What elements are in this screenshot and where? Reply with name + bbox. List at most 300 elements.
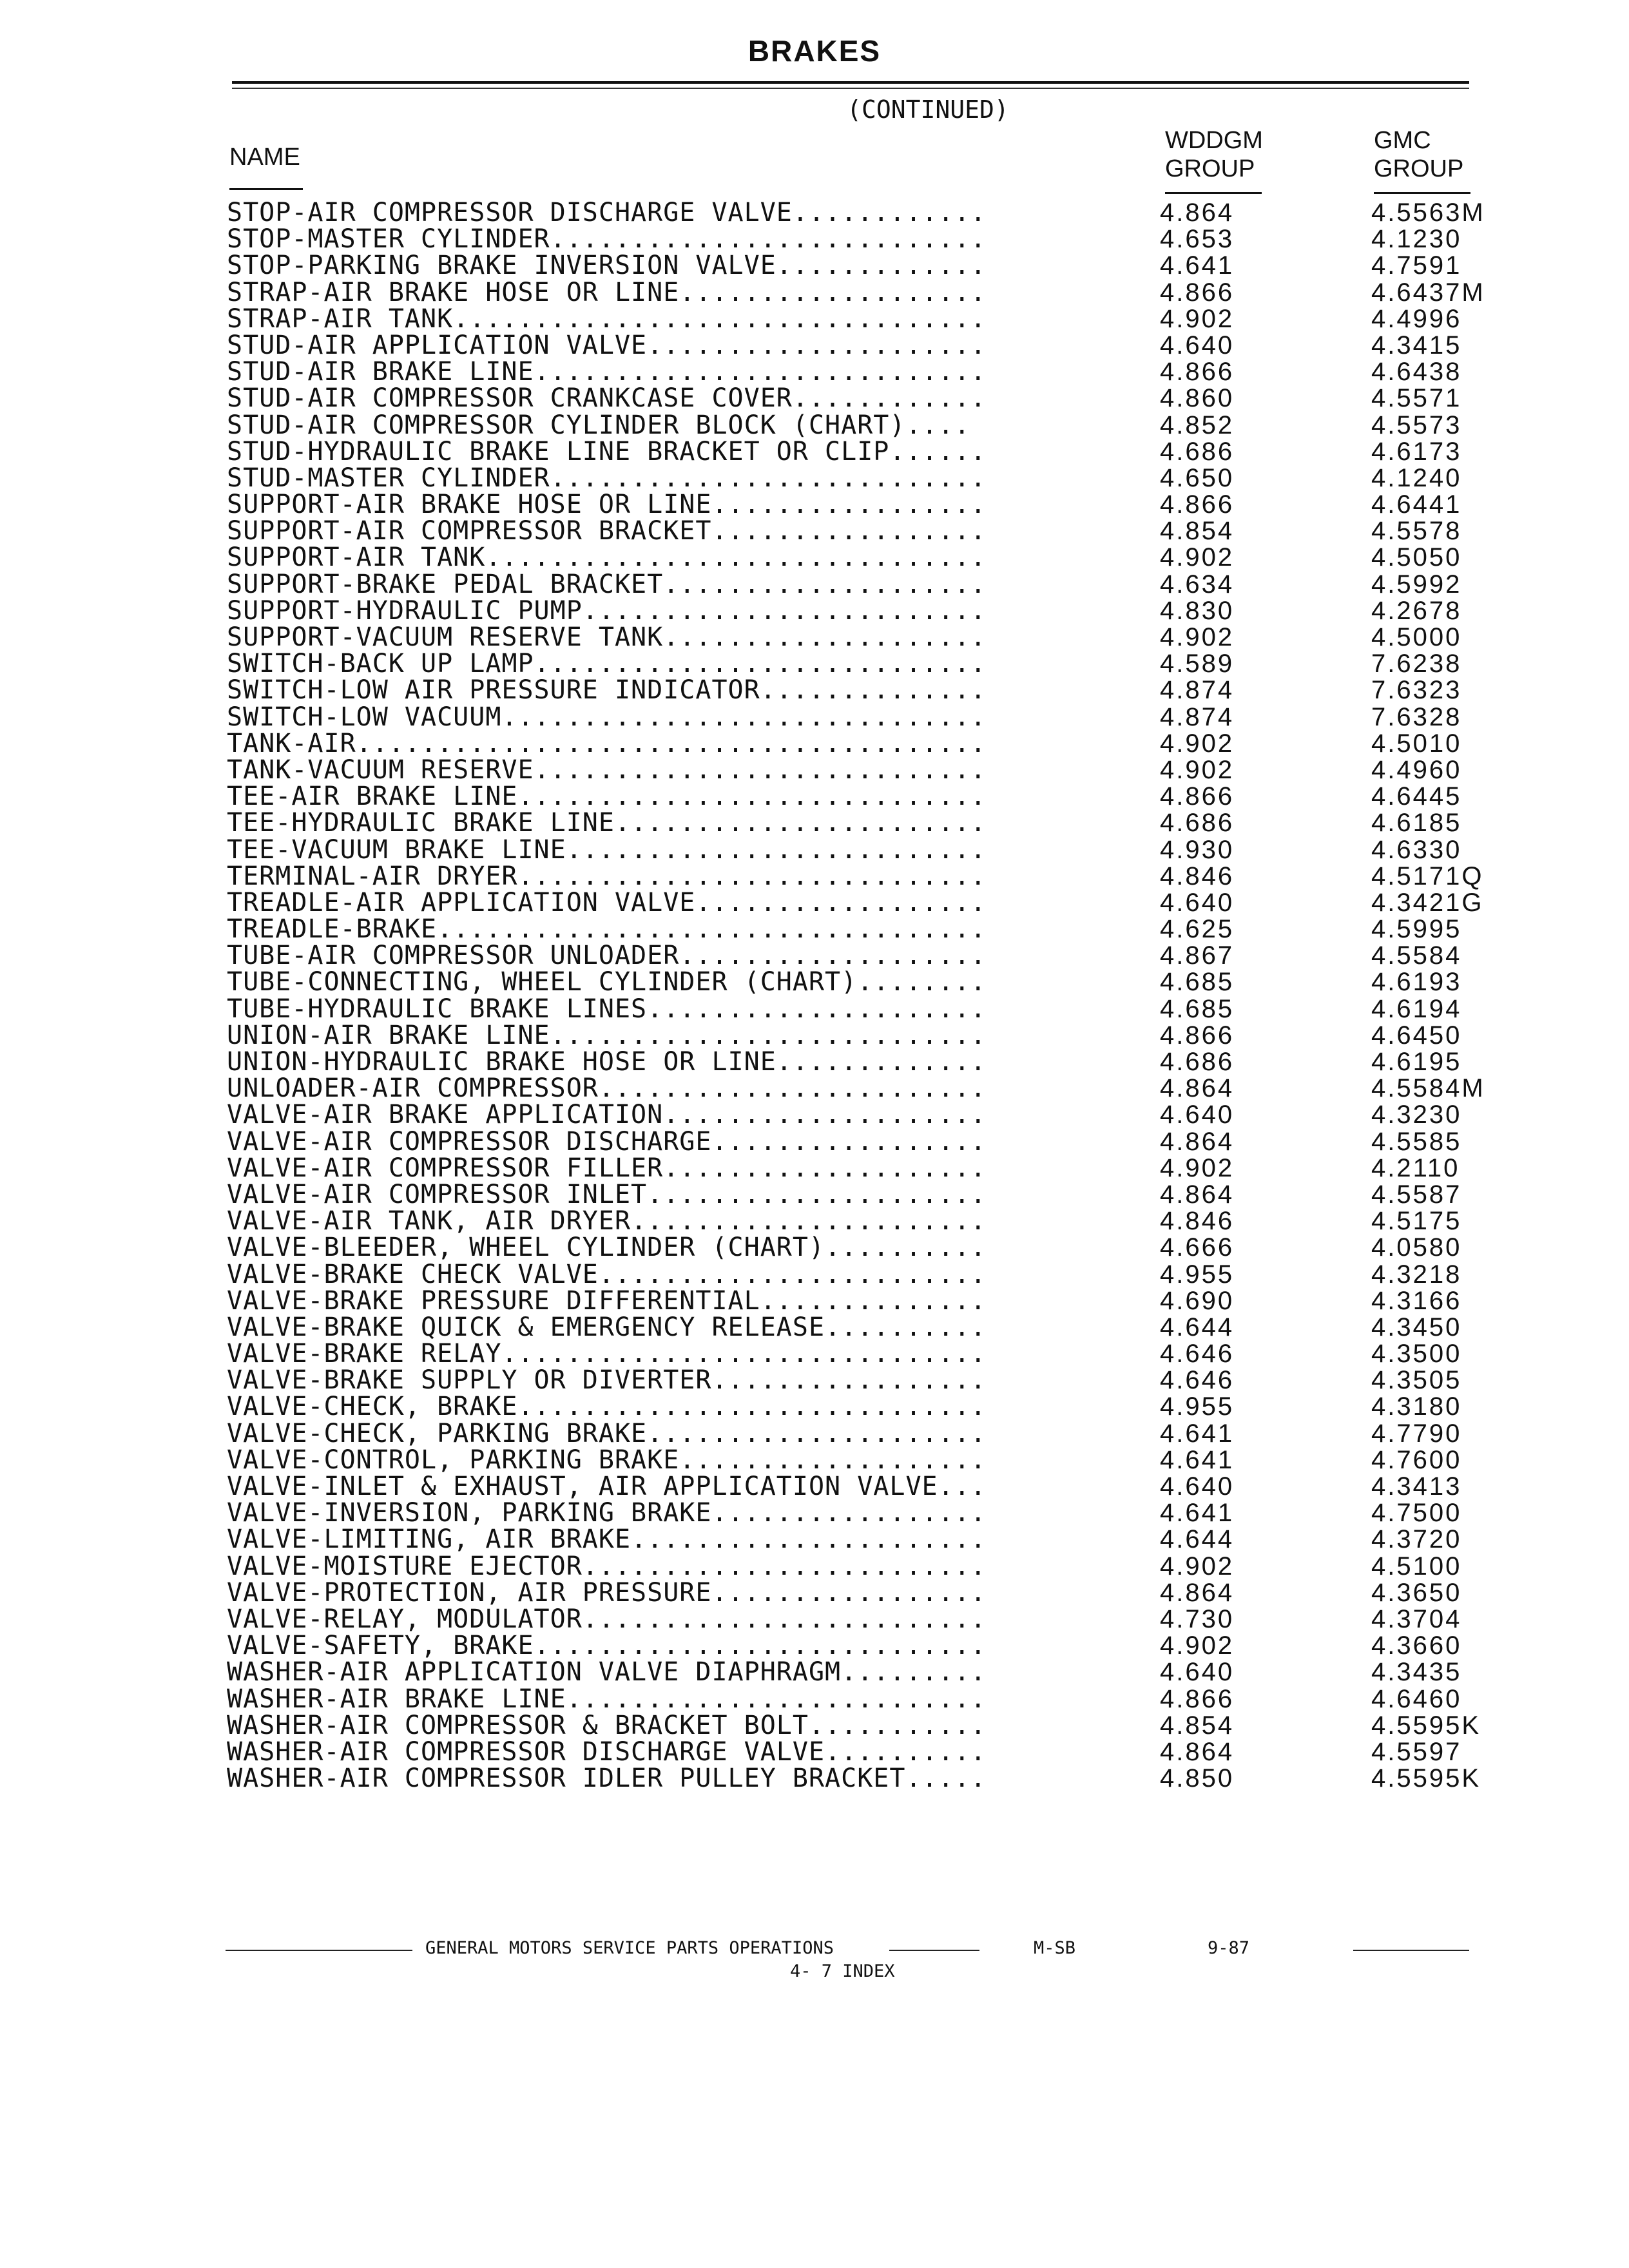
wddgm-group: 4.854 <box>1160 517 1235 546</box>
part-name: STRAP-AIR TANK................................. <box>227 306 1108 332</box>
wddgm-group: 4.641 <box>1160 1499 1235 1528</box>
wddgm-group: 4.646 <box>1160 1366 1235 1395</box>
part-name: STOP-MASTER CYLINDER........................... <box>227 226 1108 253</box>
dot-leader: ........................... <box>550 1022 987 1050</box>
table-row <box>0 1075 1629 1102</box>
table-row <box>0 1182 1629 1208</box>
part-name: SUPPORT-VACUUM RESERVE TANK.................... <box>227 624 1108 651</box>
table-row <box>0 969 1629 995</box>
table-row <box>0 385 1629 412</box>
table-row <box>0 1659 1629 1686</box>
gmc-group: 4.5595K <box>1371 1764 1481 1793</box>
part-name: SUPPORT-AIR BRAKE HOSE OR LINE................. <box>227 492 1108 518</box>
wddgm-group: 4.955 <box>1160 1260 1235 1289</box>
gmc-group: 4.6437M <box>1371 278 1485 307</box>
gmc-group: 4.3500 <box>1371 1340 1462 1369</box>
dot-leader: .............. <box>760 1287 987 1314</box>
wddgm-group: 4.846 <box>1160 861 1235 890</box>
part-name: VALVE-AIR BRAKE APPLICATION.................... <box>227 1102 1108 1128</box>
table-row <box>0 943 1629 969</box>
gmc-group: 4.3704 <box>1371 1604 1462 1633</box>
table-row <box>0 1155 1629 1182</box>
footer-index: 4- 7 INDEX <box>790 1961 895 1981</box>
wddgm-group: 4.902 <box>1160 623 1235 651</box>
part-name: VALVE-BRAKE QUICK & EMERGENCY RELEASE.......... <box>227 1314 1108 1341</box>
part-name: SWITCH-LOW VACUUM.............................. <box>227 704 1108 731</box>
page-title: BRAKES <box>747 34 882 68</box>
gmc-group: 4.6450 <box>1371 1021 1462 1050</box>
wddgm-group: 4.864 <box>1160 1180 1235 1209</box>
gmc-group: 4.5175 <box>1371 1207 1462 1236</box>
dot-leader: ................... <box>679 943 987 970</box>
gmc-group: 4.3218 <box>1371 1260 1462 1289</box>
column-header-wddgm-line1: WDDGM <box>1165 127 1263 154</box>
gmc-group: 4.5010 <box>1371 729 1462 758</box>
wddgm-group: 4.640 <box>1160 1472 1235 1501</box>
dot-leader: ..................... <box>647 332 987 360</box>
dot-leader: ......... <box>841 1659 987 1686</box>
dot-leader: ........................ <box>598 1261 987 1288</box>
table-row <box>0 1713 1629 1739</box>
part-name: VALVE-AIR TANK, AIR DRYER...................... <box>227 1208 1108 1235</box>
wddgm-group: 4.641 <box>1160 251 1235 280</box>
dot-leader: .......... <box>825 1738 987 1766</box>
column-header-gmc-line1: GMC <box>1374 127 1431 154</box>
footer-code: M-SB <box>1034 1938 1076 1958</box>
table-row <box>0 810 1629 836</box>
part-name: WASHER-AIR COMPRESSOR IDLER PULLEY BRACKET..... <box>227 1765 1108 1792</box>
part-name: VALVE-MOISTURE EJECTOR......................... <box>227 1553 1108 1580</box>
table-row <box>0 1686 1629 1713</box>
dot-leader: ...................... <box>631 1526 987 1553</box>
gmc-group: 4.3230 <box>1371 1100 1462 1129</box>
gmc-group: 4.5597 <box>1371 1737 1462 1766</box>
wddgm-group: 4.864 <box>1160 1074 1235 1103</box>
gmc-group: 4.5563M <box>1371 198 1485 227</box>
table-row <box>0 1049 1629 1075</box>
table-row <box>0 1553 1629 1580</box>
wddgm-group: 4.955 <box>1160 1392 1235 1421</box>
part-name: VALVE-AIR COMPRESSOR FILLER.................... <box>227 1155 1108 1182</box>
gmc-group: 4.4996 <box>1371 304 1462 333</box>
table-row <box>0 1235 1629 1261</box>
dot-leader: ..................... <box>647 995 987 1023</box>
table-row <box>0 598 1629 624</box>
part-name: SWITCH-LOW AIR PRESSURE INDICATOR.............. <box>227 677 1108 704</box>
part-name: VALVE-AIR COMPRESSOR INLET..................... <box>227 1182 1108 1208</box>
gmc-group: 4.5171Q <box>1371 861 1484 890</box>
header-rule <box>232 81 1469 84</box>
dot-leader: .................................. <box>437 916 987 943</box>
table-row <box>0 253 1629 279</box>
parts-index-table <box>0 200 1629 1792</box>
wddgm-group: 4.902 <box>1160 729 1235 758</box>
gmc-group: 4.7500 <box>1371 1499 1462 1528</box>
wddgm-group: 4.866 <box>1160 1684 1235 1713</box>
gmc-group: 4.3413 <box>1371 1472 1462 1501</box>
part-name: STRAP-AIR BRAKE HOSE OR LINE................... <box>227 280 1108 306</box>
table-row <box>0 332 1629 359</box>
dot-leader: ........................ <box>598 1075 987 1102</box>
column-header-wddgm <box>1165 126 1263 183</box>
wddgm-group: 4.902 <box>1160 1631 1235 1660</box>
gmc-group: 4.6173 <box>1371 437 1462 466</box>
dot-leader: ........................... <box>550 465 987 492</box>
part-name: VALVE-RELAY, MODULATOR......................... <box>227 1606 1108 1633</box>
wddgm-group: 4.866 <box>1160 782 1235 811</box>
table-row <box>0 731 1629 757</box>
wddgm-group: 4.902 <box>1160 1552 1235 1581</box>
part-name: TUBE-CONNECTING, WHEEL CYLINDER (CHART)........ <box>227 969 1108 995</box>
wddgm-group: 4.650 <box>1160 463 1235 492</box>
dot-leader: ........................... <box>550 226 987 253</box>
dot-leader: .................... <box>663 624 987 651</box>
dot-leader: ............. <box>776 1049 987 1076</box>
wddgm-group: 4.902 <box>1160 1153 1235 1182</box>
gmc-group: 4.5573 <box>1371 410 1462 439</box>
gmc-group: 4.3180 <box>1371 1392 1462 1421</box>
part-name: STUD-AIR COMPRESSOR CRANKCASE COVER............ <box>227 385 1108 412</box>
wddgm-group: 4.666 <box>1160 1233 1235 1262</box>
gmc-group: 4.7790 <box>1371 1419 1462 1448</box>
table-row <box>0 757 1629 783</box>
wddgm-group: 4.902 <box>1160 304 1235 333</box>
table-row <box>0 704 1629 731</box>
dot-leader: ............................. <box>517 1394 987 1421</box>
dot-leader: ............................ <box>534 359 987 386</box>
gmc-group: 4.5595K <box>1371 1711 1481 1740</box>
gmc-group: 4.0580 <box>1371 1233 1462 1262</box>
gmc-group: 4.1230 <box>1371 225 1462 254</box>
table-row <box>0 465 1629 492</box>
dot-leader: ............................ <box>534 756 987 784</box>
table-row <box>0 1474 1629 1500</box>
wddgm-group: 4.830 <box>1160 596 1235 625</box>
wddgm-group: 4.641 <box>1160 1445 1235 1474</box>
table-row <box>0 1208 1629 1235</box>
footer-organization: GENERAL MOTORS SERVICE PARTS OPERATIONS <box>425 1938 834 1958</box>
dot-leader: ................................. <box>453 305 987 332</box>
dot-leader: ...... <box>889 438 987 465</box>
dot-leader: .......... <box>825 1235 987 1262</box>
dot-leader: .............. <box>760 677 987 704</box>
table-row <box>0 439 1629 465</box>
part-name: UNION-HYDRAULIC BRAKE HOSE OR LINE............. <box>227 1049 1108 1075</box>
part-name: VALVE-CHECK, BRAKE............................. <box>227 1394 1108 1420</box>
table-row <box>0 200 1629 226</box>
gmc-group: 4.5050 <box>1371 543 1462 572</box>
part-name: STUD-AIR COMPRESSOR CYLINDER BLOCK (CHART).... <box>227 412 1108 439</box>
gmc-group: 4.7591 <box>1371 251 1462 280</box>
dot-leader: .................... <box>663 1155 987 1182</box>
dot-leader: ......................... <box>582 597 987 625</box>
table-row <box>0 1288 1629 1314</box>
gmc-group: 4.5992 <box>1371 570 1462 599</box>
table-row <box>0 1633 1629 1659</box>
table-row <box>0 1421 1629 1447</box>
wddgm-group: 4.686 <box>1160 809 1235 838</box>
dot-leader: .......................... <box>566 836 987 863</box>
wddgm-group: 4.846 <box>1160 1207 1235 1236</box>
wddgm-group: 4.644 <box>1160 1525 1235 1554</box>
wddgm-group: 4.634 <box>1160 570 1235 599</box>
gmc-group: 4.3720 <box>1371 1525 1462 1554</box>
gmc-group: 7.6328 <box>1371 702 1462 731</box>
dot-leader: ............................ <box>534 1633 987 1660</box>
part-name: UNION-AIR BRAKE LINE........................... <box>227 1023 1108 1049</box>
table-row <box>0 783 1629 810</box>
column-underline-gmc <box>1374 192 1470 194</box>
wddgm-group: 4.653 <box>1160 225 1235 254</box>
table-row <box>0 226 1629 253</box>
gmc-group: 4.6445 <box>1371 782 1462 811</box>
table-row <box>0 1314 1629 1341</box>
part-name: TREADLE-BRAKE.................................. <box>227 916 1108 943</box>
table-row <box>0 863 1629 890</box>
gmc-group: 4.5584M <box>1371 1074 1485 1103</box>
dot-leader: ................... <box>679 1446 987 1474</box>
column-header-gmc <box>1374 126 1463 183</box>
part-name: STOP-AIR COMPRESSOR DISCHARGE VALVE............ <box>227 200 1108 226</box>
gmc-group: 4.3435 <box>1371 1658 1462 1687</box>
footer-rule-left <box>226 1950 412 1951</box>
gmc-group: 4.2110 <box>1371 1153 1460 1182</box>
gmc-group: 4.6438 <box>1371 358 1462 387</box>
wddgm-group: 4.685 <box>1160 994 1235 1023</box>
dot-leader: ...................... <box>631 1208 987 1235</box>
gmc-group: 4.4960 <box>1371 755 1462 784</box>
wddgm-group: 4.867 <box>1160 941 1235 970</box>
part-name: TUBE-HYDRAULIC BRAKE LINES..................... <box>227 996 1108 1023</box>
dot-leader: ....................... <box>614 810 987 837</box>
wddgm-group: 4.874 <box>1160 702 1235 731</box>
part-name: SWITCH-BACK UP LAMP............................ <box>227 651 1108 677</box>
column-underline-wddgm <box>1165 192 1262 194</box>
dot-leader: .... <box>905 412 970 439</box>
table-row <box>0 544 1629 571</box>
wddgm-group: 4.864 <box>1160 1737 1235 1766</box>
wddgm-group: 4.640 <box>1160 1658 1235 1687</box>
table-row <box>0 1102 1629 1128</box>
dot-leader: .............................. <box>501 1341 987 1368</box>
part-name: TEE-HYDRAULIC BRAKE LINE....................... <box>227 810 1108 836</box>
part-name: TEE-VACUUM BRAKE LINE.......................... <box>227 837 1108 863</box>
page-footer <box>0 1938 1629 1990</box>
part-name: SUPPORT-AIR TANK............................... <box>227 544 1108 571</box>
gmc-group: 7.6238 <box>1371 649 1462 678</box>
dot-leader: ................. <box>711 1367 987 1394</box>
gmc-group: 4.2678 <box>1371 596 1462 625</box>
table-row <box>0 624 1629 651</box>
table-row <box>0 1526 1629 1553</box>
gmc-group: 4.6195 <box>1371 1048 1462 1076</box>
wddgm-group: 4.640 <box>1160 888 1235 917</box>
gmc-group: 4.3660 <box>1371 1631 1462 1660</box>
wddgm-group: 4.685 <box>1160 968 1235 997</box>
dot-leader: ............................. <box>517 783 987 811</box>
part-name: TEE-AIR BRAKE LINE............................. <box>227 783 1108 810</box>
part-name: STOP-PARKING BRAKE INVERSION VALVE............. <box>227 253 1108 279</box>
part-name: SUPPORT-HYDRAULIC PUMP......................... <box>227 598 1108 624</box>
table-row <box>0 280 1629 306</box>
dot-leader: ............ <box>792 385 987 412</box>
gmc-group: 4.7600 <box>1371 1445 1462 1474</box>
wddgm-group: 4.866 <box>1160 358 1235 387</box>
part-name: VALVE-BRAKE RELAY.............................. <box>227 1341 1108 1367</box>
table-row <box>0 890 1629 916</box>
dot-leader: .......... <box>825 1314 987 1341</box>
wddgm-group: 4.854 <box>1160 1711 1235 1740</box>
gmc-group: 4.5995 <box>1371 915 1462 944</box>
gmc-group: 4.6330 <box>1371 835 1462 864</box>
column-underline-name <box>229 188 303 190</box>
wddgm-group: 4.902 <box>1160 755 1235 784</box>
wddgm-group: 4.866 <box>1160 1021 1235 1050</box>
table-row <box>0 651 1629 677</box>
gmc-group: 4.5000 <box>1371 623 1462 651</box>
gmc-group: 4.6194 <box>1371 994 1462 1023</box>
gmc-group: 4.5584 <box>1371 941 1462 970</box>
wddgm-group: 4.864 <box>1160 1127 1235 1156</box>
wddgm-group: 4.625 <box>1160 915 1235 944</box>
wddgm-group: 4.864 <box>1160 1578 1235 1607</box>
part-name: TREADLE-AIR APPLICATION VALVE.................. <box>227 890 1108 916</box>
dot-leader: ............ <box>792 200 987 227</box>
wddgm-group: 4.860 <box>1160 384 1235 413</box>
part-name: TUBE-AIR COMPRESSOR UNLOADER................... <box>227 943 1108 969</box>
dot-leader: ......................... <box>582 1553 987 1580</box>
continued-label: (CONTINUED) <box>847 95 1009 124</box>
part-name: STUD-MASTER CYLINDER........................... <box>227 465 1108 492</box>
gmc-group: 4.5571 <box>1371 384 1462 413</box>
gmc-group: 4.5100 <box>1371 1552 1462 1581</box>
part-name: STUD-AIR APPLICATION VALVE..................... <box>227 332 1108 359</box>
table-row <box>0 518 1629 544</box>
table-row <box>0 1580 1629 1606</box>
wddgm-group: 4.850 <box>1160 1764 1235 1793</box>
dot-leader: ........ <box>857 969 987 996</box>
table-row <box>0 1500 1629 1526</box>
gmc-group: 4.5585 <box>1371 1127 1462 1156</box>
part-name: WASHER-AIR COMPRESSOR DISCHARGE VALVE.......... <box>227 1739 1108 1765</box>
dot-leader: ................. <box>711 492 987 519</box>
wddgm-group: 4.852 <box>1160 410 1235 439</box>
table-row <box>0 1367 1629 1394</box>
dot-leader: .............................. <box>501 704 987 731</box>
part-name: VALVE-SAFETY, BRAKE............................ <box>227 1633 1108 1659</box>
gmc-group: 4.6460 <box>1371 1684 1462 1713</box>
part-name: SUPPORT-AIR COMPRESSOR BRACKET................. <box>227 518 1108 544</box>
dot-leader: ............................ <box>534 651 987 678</box>
part-name: VALVE-BRAKE SUPPLY OR DIVERTER................. <box>227 1367 1108 1394</box>
wddgm-group: 4.641 <box>1160 1419 1235 1448</box>
gmc-group: 4.5578 <box>1371 517 1462 546</box>
table-row <box>0 916 1629 943</box>
table-row <box>0 1394 1629 1420</box>
part-name: VALVE-AIR COMPRESSOR DISCHARGE................. <box>227 1129 1108 1155</box>
column-header-gmc-line2: GROUP <box>1374 155 1464 182</box>
table-row <box>0 1129 1629 1155</box>
table-row <box>0 1447 1629 1474</box>
wddgm-group: 4.690 <box>1160 1286 1235 1315</box>
wddgm-group: 4.866 <box>1160 490 1235 519</box>
gmc-group: 4.3421G <box>1371 888 1484 917</box>
table-row <box>0 1262 1629 1288</box>
part-name: WASHER-AIR BRAKE LINE.......................... <box>227 1686 1108 1713</box>
wddgm-group: 4.866 <box>1160 278 1235 307</box>
dot-leader: ................. <box>711 1579 987 1606</box>
table-row <box>0 412 1629 439</box>
gmc-group: 4.5587 <box>1371 1180 1462 1209</box>
table-row <box>0 1765 1629 1792</box>
wddgm-group: 4.730 <box>1160 1604 1235 1633</box>
part-name: STUD-HYDRAULIC BRAKE LINE BRACKET OR CLIP...... <box>227 439 1108 465</box>
dot-leader: ............. <box>776 253 987 280</box>
dot-leader: ......................... <box>582 1606 987 1633</box>
table-row <box>0 1341 1629 1367</box>
dot-leader: ..................... <box>647 1420 987 1447</box>
part-name: VALVE-INLET & EXHAUST, AIR APPLICATION VALVE... <box>227 1474 1108 1500</box>
table-row <box>0 677 1629 704</box>
dot-leader: ................. <box>711 1500 987 1527</box>
table-row <box>0 359 1629 385</box>
part-name: VALVE-BRAKE CHECK VALVE........................ <box>227 1262 1108 1288</box>
dot-leader: ........... <box>808 1712 987 1739</box>
footer-date: 9-87 <box>1208 1938 1250 1958</box>
dot-leader: .................... <box>663 1102 987 1129</box>
wddgm-group: 4.640 <box>1160 1100 1235 1129</box>
part-name: TERMINAL-AIR DRYER............................. <box>227 863 1108 890</box>
part-name: SUPPORT-BRAKE PEDAL BRACKET.................... <box>227 572 1108 598</box>
gmc-group: 4.6193 <box>1371 968 1462 997</box>
part-name: VALVE-BLEEDER, WHEEL CYLINDER (CHART).......... <box>227 1235 1108 1261</box>
wddgm-group: 4.874 <box>1160 676 1235 705</box>
footer-rule-middle <box>889 1950 979 1951</box>
dot-leader: ... <box>938 1474 987 1501</box>
column-header-name: NAME <box>229 144 300 171</box>
gmc-group: 4.6185 <box>1371 809 1462 838</box>
table-row <box>0 492 1629 518</box>
dot-leader: ................... <box>679 279 987 306</box>
dot-leader: ..... <box>905 1765 987 1792</box>
table-row <box>0 306 1629 332</box>
wddgm-group: 4.902 <box>1160 543 1235 572</box>
dot-leader: ................. <box>711 518 987 545</box>
dot-leader: ....................................... <box>356 730 987 757</box>
gmc-group: 4.3450 <box>1371 1312 1462 1341</box>
wddgm-group: 4.686 <box>1160 1048 1235 1076</box>
wddgm-group: 4.589 <box>1160 649 1235 678</box>
table-row <box>0 572 1629 598</box>
part-name: VALVE-PROTECTION, AIR PRESSURE................. <box>227 1580 1108 1606</box>
part-name: VALVE-CHECK, PARKING BRAKE..................... <box>227 1421 1108 1447</box>
part-name: TANK-VACUUM RESERVE............................ <box>227 757 1108 783</box>
dot-leader: ............................... <box>485 544 987 572</box>
gmc-group: 4.6441 <box>1371 490 1462 519</box>
wddgm-group: 4.686 <box>1160 437 1235 466</box>
wddgm-group: 4.930 <box>1160 835 1235 864</box>
wddgm-group: 4.640 <box>1160 331 1235 360</box>
gmc-group: 4.1240 <box>1371 463 1462 492</box>
gmc-group: 4.3415 <box>1371 331 1462 360</box>
gmc-group: 4.3505 <box>1371 1366 1462 1395</box>
table-row <box>0 1023 1629 1049</box>
part-name: STUD-AIR BRAKE LINE............................ <box>227 359 1108 385</box>
part-name: TANK-AIR....................................... <box>227 731 1108 757</box>
part-name: VALVE-CONTROL, PARKING BRAKE................... <box>227 1447 1108 1474</box>
part-name: UNLOADER-AIR COMPRESSOR........................ <box>227 1075 1108 1102</box>
part-name: VALVE-INVERSION, PARKING BRAKE................. <box>227 1500 1108 1526</box>
